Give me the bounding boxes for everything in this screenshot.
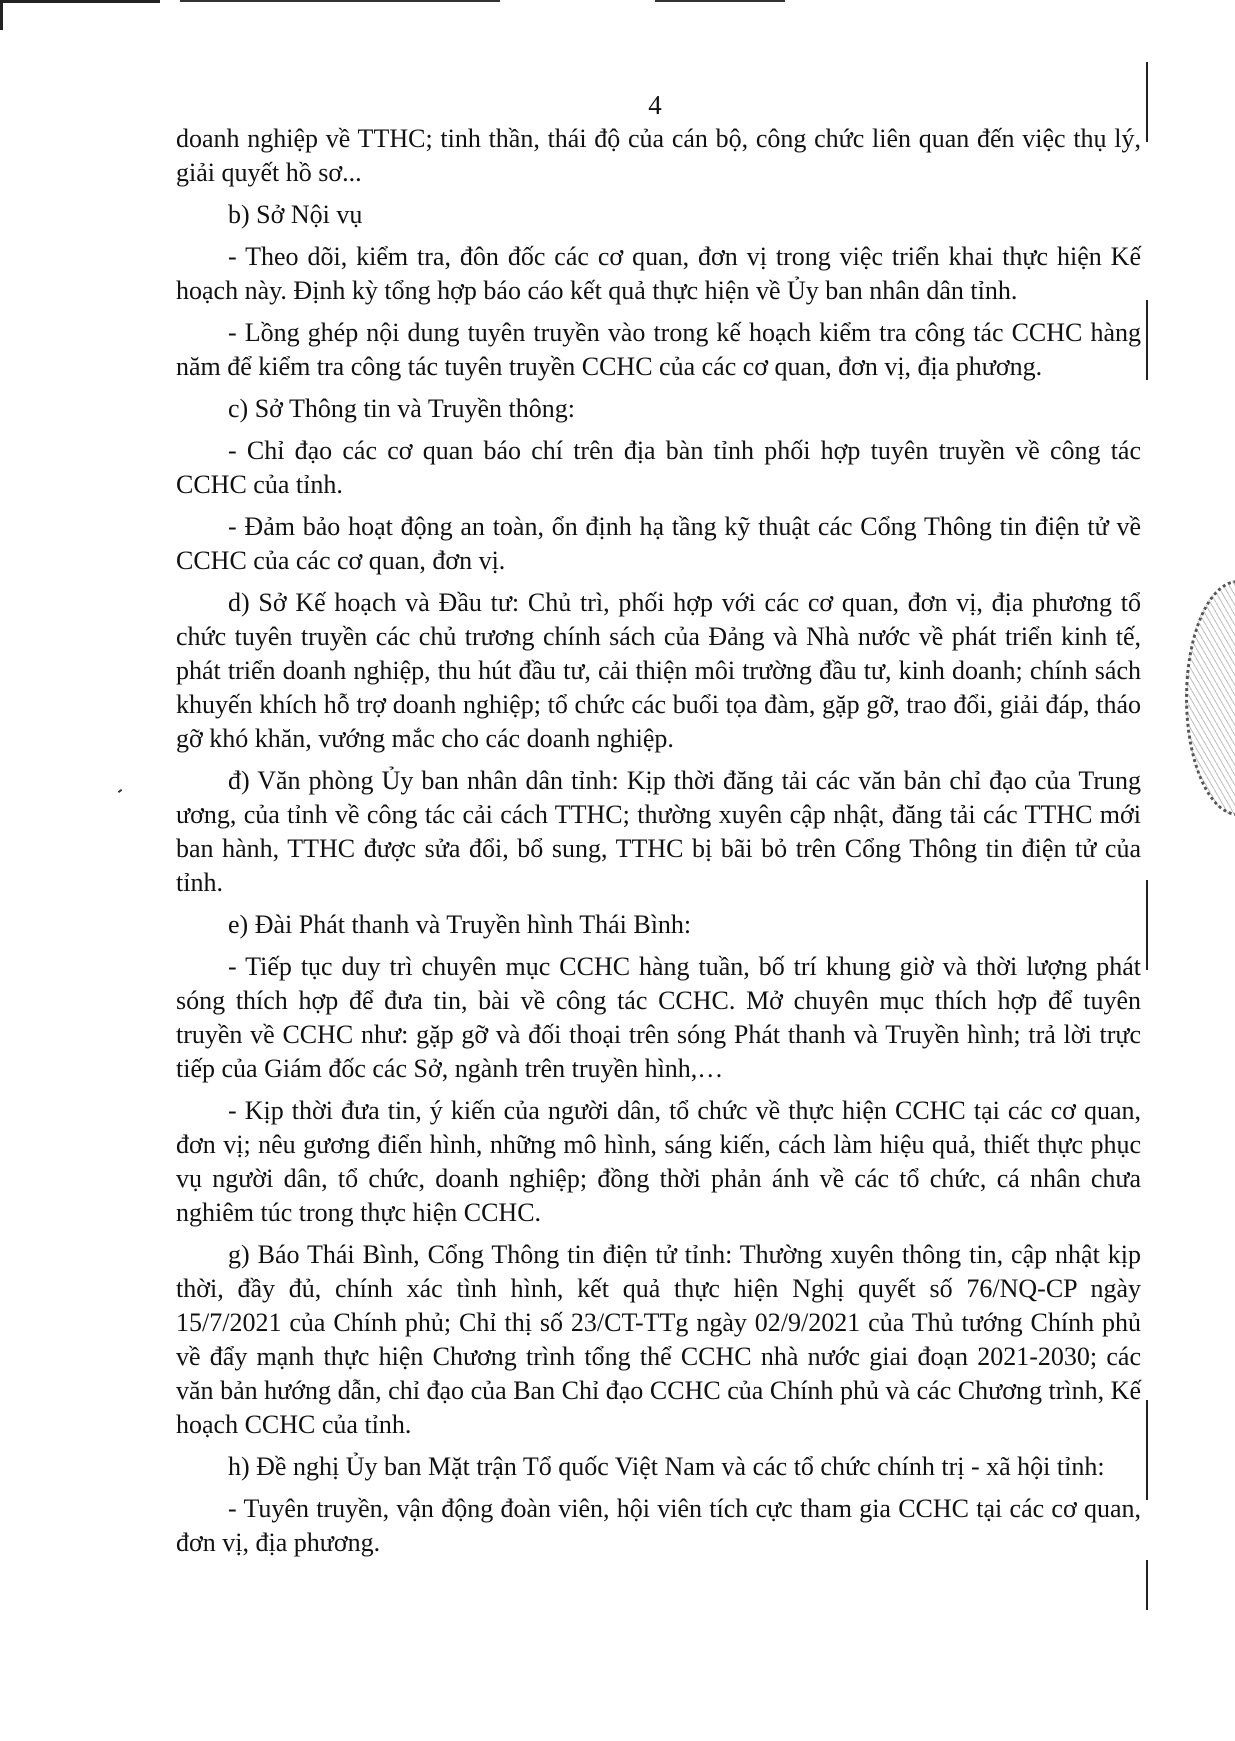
paragraph: doanh nghiệp về TTHC; tinh thần, thái độ của cán bộ, công chức liên quan đến việc thụ lý, giải quyết hồ sơ... bbox=[176, 124, 1141, 187]
margin-line bbox=[1146, 300, 1148, 380]
paragraph: d) Sở Kế hoạch và Đầu tư: Chủ trì, phối hợp với các cơ quan, đơn vị, địa phương tổ chức tuyên truyền các chủ trương chính sách của Đảng và Nhà nước về phát triển kinh tế, phát triển doanh nghiệp, thu hút đầu tư, cải thiện môi trường đầu tư, kinh doanh; chính sách khuyến khích hỗ trợ doanh nghiệp; tổ chức các buổi tọa đàm, gặp gỡ, trao đổi, giải đáp, tháo gỡ khó khăn, vướng mắc cho các doanh nghiệp. bbox=[176, 588, 1141, 753]
section-heading: c) Sở Thông tin và Truyền thông: bbox=[228, 394, 575, 423]
margin-line bbox=[1146, 1560, 1148, 1610]
paragraph: g) Báo Thái Bình, Cổng Thông tin điện tử tỉnh: Thường xuyên thông tin, cập nhật kịp thời, đầy đủ, chính xác tình hình, kết quả thực hiện Nghị quyết số 76/NQ-CP ngày 15/7/2021 của Chính phủ; Chỉ thị số 23/CT-TTg ngày 02/9/2021 của Thủ tướng Chính phủ về đẩy mạnh thực hiện Chương trình tổng thể CCHC nhà nước giai đoạn 2021-2030; các văn bản hướng dẫn, chỉ đạo của Ban Chỉ đạo CCHC của Chính phủ và các Chương trình, Kế hoạch CCHC của tỉnh. bbox=[176, 1240, 1141, 1439]
scan-edge-top-middle bbox=[180, 0, 500, 2]
scan-edge-top-right bbox=[655, 0, 785, 2]
paragraph: h) Đề nghị Ủy ban Mặt trận Tổ quốc Việt Nam và các tổ chức chính trị - xã hội tỉnh: bbox=[228, 1452, 1105, 1481]
paragraph: - Kịp thời đưa tin, ý kiến của người dân, tổ chức về thực hiện CCHC tại các cơ quan, đơn vị; nêu gương điển hình, những mô hình, sáng kiến, cách làm hiệu quả, thiết thực phục vụ người dân, tổ chức, doanh nghiệp; đồng thời phản ánh về các tổ chức, cá nhân chưa nghiêm túc trong thực hiện CCHC. bbox=[176, 1096, 1141, 1227]
official-seal-fragment bbox=[1185, 580, 1235, 816]
paragraph: - Lồng ghép nội dung tuyên truyền vào trong kế hoạch kiểm tra công tác CCHC hàng năm để kiểm tra công tác tuyên truyền CCHC của các cơ quan, đơn vị, địa phương. bbox=[176, 318, 1141, 381]
paragraph: - Đảm bảo hoạt động an toàn, ổn định hạ tầng kỹ thuật các Cổng Thông tin điện tử về CCHC của các cơ quan, đơn vị. bbox=[176, 512, 1141, 575]
section-heading: b) Sở Nội vụ bbox=[228, 200, 363, 229]
scan-edge-top-left bbox=[0, 0, 160, 3]
document-body bbox=[176, 122, 1141, 1568]
margin-line bbox=[1146, 880, 1148, 970]
paragraph: - Tuyên truyền, vận động đoàn viên, hội viên tích cực tham gia CCHC tại các cơ quan, đơn vị, địa phương. bbox=[176, 1494, 1141, 1557]
scan-edge-left bbox=[0, 0, 3, 30]
paragraph: - Tiếp tục duy trì chuyên mục CCHC hàng tuần, bố trí khung giờ và thời lượng phát sóng thích hợp để đưa tin, bài về công tác CCHC. Mở chuyên mục thích hợp để tuyên truyền về CCHC như: gặp gỡ và đối thoại trên sóng Phát thanh và Truyền hình; trả lời trực tiếp của Giám đốc các Sở, ngành trên truyền hình,… bbox=[176, 952, 1141, 1083]
paragraph: - Chỉ đạo các cơ quan báo chí trên địa bàn tỉnh phối hợp tuyên truyền về công tác CCHC của tỉnh. bbox=[176, 436, 1141, 499]
paragraph: - Theo dõi, kiểm tra, đôn đốc các cơ quan, đơn vị trong việc triển khai thực hiện Kế hoạch này. Định kỳ tổng hợp báo cáo kết quả thực hiện về Ủy ban nhân dân tỉnh. bbox=[176, 242, 1141, 305]
section-heading: e) Đài Phát thanh và Truyền hình Thái Bình: bbox=[228, 910, 692, 939]
scan-speck bbox=[118, 789, 122, 793]
paragraph: đ) Văn phòng Ủy ban nhân dân tỉnh: Kịp thời đăng tải các văn bản chỉ đạo của Trung ương, của tỉnh về công tác cải cách TTHC; thường xuyên cập nhật, đăng tải các TTHC mới ban hành, TTHC được sửa đổi, bổ sung, TTHC bị bãi bỏ trên Cổng Thông tin điện tử của tỉnh. bbox=[176, 766, 1141, 897]
margin-line bbox=[1146, 1400, 1148, 1500]
page-number: 4 bbox=[648, 90, 662, 120]
